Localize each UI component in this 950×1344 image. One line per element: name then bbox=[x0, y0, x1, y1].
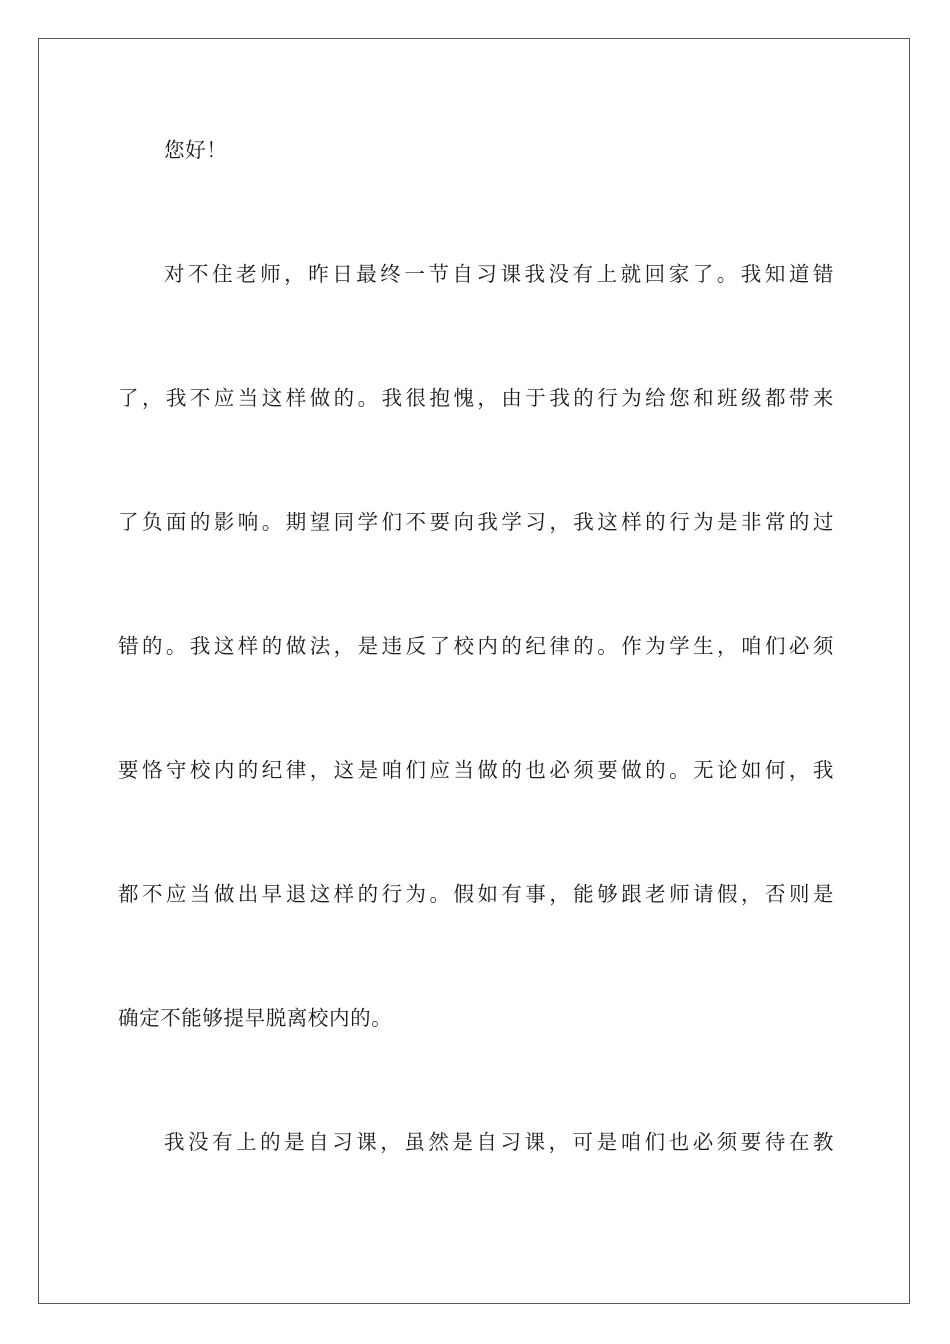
page-border bbox=[38, 38, 910, 1304]
paragraph-1-line-4: 错的。我这样的做法，是违反了校内的纪律的。作为学生，咱们必须 bbox=[118, 634, 834, 658]
paragraph-1-line-6: 都不应当做出早退这样的行为。假如有事，能够跟老师请假，否则是 bbox=[118, 882, 834, 906]
greeting-line: 您好！ bbox=[164, 138, 228, 162]
paragraph-1-line-7: 确定不能够提早脱离校内的。 bbox=[118, 1006, 393, 1030]
paragraph-1-line-2: 了，我不应当这样做的。我很抱愧，由于我的行为给您和班级都带来 bbox=[118, 386, 834, 410]
paragraph-1-line-1: 对不住老师，昨日最终一节自习课我没有上就回家了。我知道错 bbox=[164, 262, 834, 286]
paragraph-2-line-1: 我没有上的是自习课，虽然是自习课，可是咱们也必须要待在教 bbox=[164, 1130, 834, 1154]
paragraph-1-line-3: 了负面的影响。期望同学们不要向我学习，我这样的行为是非常的过 bbox=[118, 510, 834, 534]
paragraph-1-line-5: 要恪守校内的纪律，这是咱们应当做的也必须要做的。无论如何，我 bbox=[118, 758, 834, 782]
